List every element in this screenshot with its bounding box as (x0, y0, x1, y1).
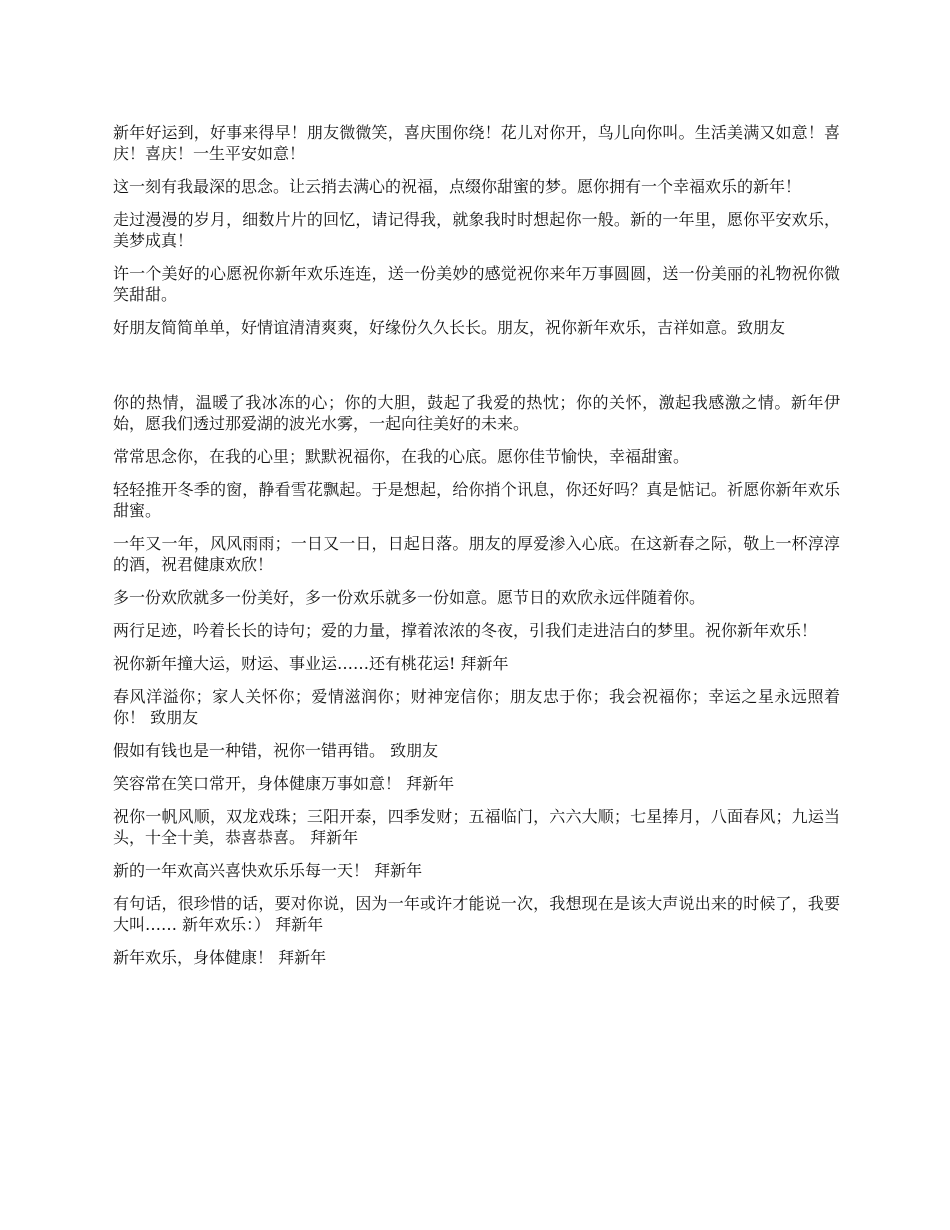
paragraph: 新的一年欢高兴喜快欢乐乐每一天！ 拜新年 (113, 861, 423, 880)
paragraph: 这一刻有我最深的思念。让云捎去满心的祝福，点缀你甜蜜的梦。愿你拥有一个幸福欢乐的新年！ (113, 177, 802, 196)
paragraph: 多一份欢欣就多一份美好，多一份欢乐就多一份如意。愿节日的欢欣永远伴随着你。 (113, 588, 706, 607)
document-body (113, 122, 840, 980)
paragraph: 春风洋溢你；家人关怀你；爱情滋润你；财神宠信你；朋友忠于你；我会祝福你；幸运之星永远照着你！ 致朋友 (113, 687, 840, 727)
paragraph: 一年又一年，风风雨雨；一日又一日，日起日落。朋友的厚爱渗入心底。在这新春之际，敬上一杯淳淳的酒，祝君健康欢欣！ (113, 534, 840, 574)
paragraph: 有句话，很珍惜的话，要对你说，因为一年或许才能说一次，我想现在是该大声说出来的时候了，我要大叫…… 新年欢乐：） 拜新年 (113, 894, 840, 934)
paragraph: 轻轻推开冬季的窗，静看雪花飘起。于是想起，给你捎个讯息，你还好吗？真是惦记。祈愿你新年欢乐甜蜜。 (113, 480, 840, 520)
paragraph: 祝你一帆风顺，双龙戏珠；三阳开泰，四季发财；五福临门，六六大顺；七星捧月，八面春风；九运当头，十全十美，恭喜恭喜。 拜新年 (113, 807, 840, 847)
paragraph: 祝你新年撞大运，财运、事业运……还有桃花运! 拜新年 (113, 654, 509, 673)
paragraph: 假如有钱也是一种错，祝你一错再错。 致朋友 (113, 741, 439, 760)
greetings-section-2 (113, 392, 840, 968)
paragraph: 笑容常在笑口常开，身体健康万事如意！ 拜新年 (113, 774, 455, 793)
paragraph: 走过漫漫的岁月，细数片片的回忆，请记得我，就象我时时想起你一般。新的一年里，愿你平安欢乐，美梦成真！ (113, 210, 840, 250)
paragraph: 许一个美好的心愿祝你新年欢乐连连，送一份美妙的感觉祝你来年万事圆圆，送一份美丽的礼物祝你微笑甜甜。 (113, 264, 840, 304)
greetings-section-1 (113, 122, 840, 338)
paragraph: 新年欢乐，身体健康！ 拜新年 (113, 948, 327, 967)
paragraph: 你的热情，温暖了我冰冻的心；你的大胆，鼓起了我爱的热忱；你的关怀，激起我感激之情。新年伊始，愿我们透过那爱湖的波光水雾，一起向往美好的未来。 (113, 393, 840, 433)
section-spacer (113, 350, 840, 392)
paragraph: 新年好运到，好事来得早！朋友微微笑，喜庆围你绕！花儿对你开，鸟儿向你叫。生活美满又如意！喜庆！喜庆！一生平安如意！ (113, 123, 840, 163)
paragraph: 常常思念你，在我的心里；默默祝福你，在我的心底。愿你佳节愉快，幸福甜蜜。 (113, 447, 690, 466)
paragraph: 两行足迹，吟着长长的诗句；爱的力量，撑着浓浓的冬夜，引我们走进洁白的梦里。祝你新年欢乐！ (113, 621, 818, 640)
paragraph: 好朋友简简单单，好情谊清清爽爽，好缘份久久长长。朋友，祝你新年欢乐，吉祥如意。致朋友 (113, 318, 786, 337)
